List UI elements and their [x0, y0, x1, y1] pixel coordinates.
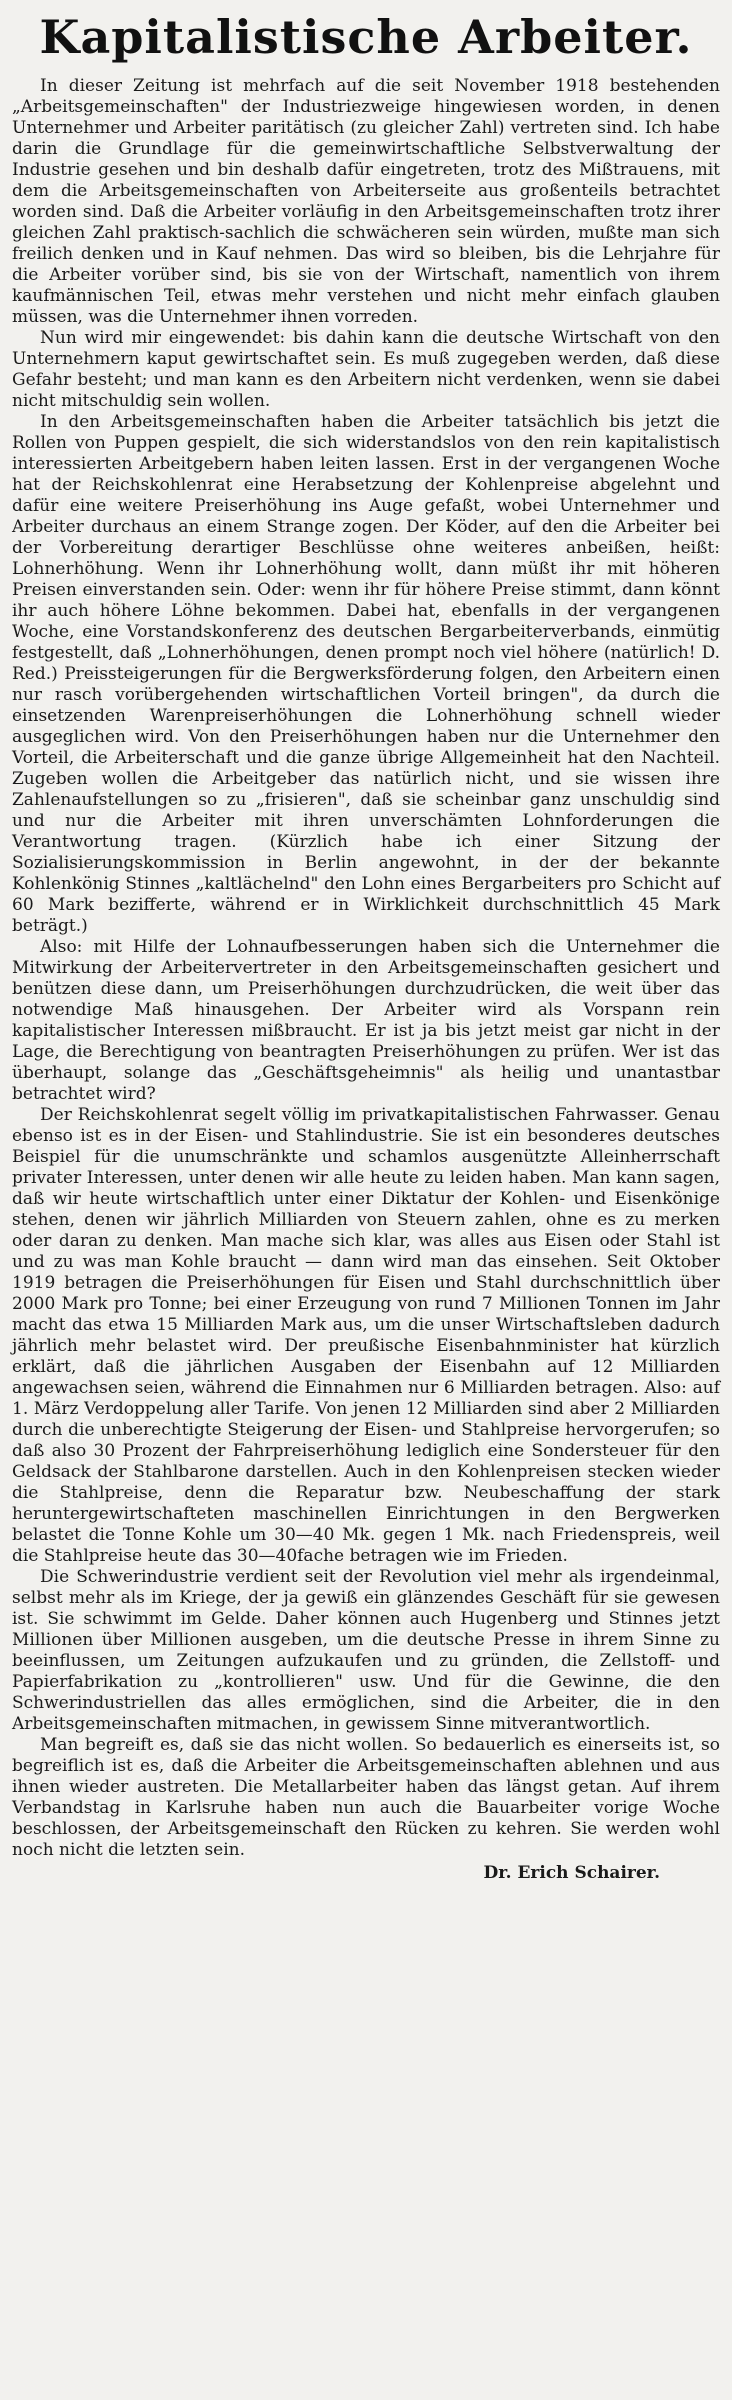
article-paragraph: Nun wird mir eingewendet: bis dahin kann die deutsche Wirtschaft von den Unternehmern kaput gewirtschaftet sein. Es muß zugegeben werden, daß diese Gefahr besteht; und man kann es den Arbeitern nicht verdenken, wenn sie dabei nicht mitschuldig sein wollen.	[12, 328, 720, 411]
author-signature: Dr. Erich Schairer.	[483, 1863, 660, 1883]
article-body	[12, 76, 720, 1861]
article-paragraph: Man begreift es, daß sie das nicht wollen. So bedauerlich es einerseits ist, so begreiflich ist es, daß die Arbeiter die Arbeitsgemeinschaften ablehnen und aus ihnen wieder austreten. Die Metallarbeiter haben das längst getan. Auf ihrem Verbandstag in Karlsruhe haben nun auch die Bauarbeiter vorige Woche beschlossen, der Arbeitsgemeinschaft den Rücken zu kehren. Sie werden wohl noch nicht die letzten sein.	[12, 1735, 720, 1860]
article-paragraph: In dieser Zeitung ist mehrfach auf die seit November 1918 bestehenden „Arbeitsgemeinschaften" der Industriezweige hingewiesen worden, in denen Unternehmer und Arbeiter paritätisch (zu gleicher Zahl) vertreten sind. Ich habe darin die Grundlage für die gemeinwirtschaftliche Selbstverwaltung der Industrie gesehen und bin deshalb dafür eingetreten, trotz des Mißtrauens, mit dem die Arbeitsgemeinschaften von Arbeiterseite aus großenteils betrachtet worden sind. Daß die Arbeiter vorläufig in den Arbeitsgemeinschaften trotz ihrer gleichen Zahl praktisch-sachlich die schwächeren sein würden, mußte man sich freilich denken und in Kauf nehmen. Das wird so bleiben, bis die Lehrjahre für die Arbeiter vorüber sind, bis sie von der Wirtschaft, namentlich von ihrem kaufmännischen Teil, etwas mehr verstehen und nicht mehr einfach glauben müssen, was die Unternehmer ihnen vorreden.	[12, 76, 720, 327]
article-paragraph: In den Arbeitsgemeinschaften haben die Arbeiter tatsächlich bis jetzt die Rollen von Puppen gespielt, die sich widerstandslos von den rein kapitalistisch interessierten Arbeitgebern haben leiten lassen. Erst in der vergangenen Woche hat der Reichskohlenrat eine Herabsetzung der Kohlenpreise abgelehnt und dafür eine weitere Preiserhöhung ins Auge gefaßt, wobei Unternehmer und Arbeiter durchaus an einem Strange zogen. Der Köder, auf den die Arbeiter bei der Vorbereitung derartiger Beschlüsse ohne weiteres anbeißen, heißt: Lohnerhöhung. Wenn ihr Lohnerhöhung wollt, dann müßt ihr mit höheren Preisen einverstanden sein. Oder: wenn ihr für höhere Preise stimmt, dann könnt ihr auch höhere Löhne bekommen. Dabei hat, ebenfalls in der vergangenen Woche, eine Vorstandskonferenz des deutschen Bergarbeiterverbands, einmütig festgestellt, daß „Lohnerhöhungen, denen prompt noch viel höhere (natürlich! D. Red.) Preissteigerungen für die Bergwerksförderung folgen, den Arbeitern einen nur rasch vorübergehenden wirtschaftlichen Vorteil bringen", da durch die einsetzenden Warenpreiserhöhungen die Lohnerhöhung schnell wieder ausgeglichen wird. Von den Preiserhöhungen haben nur die Unternehmer den Vorteil, die Arbeiterschaft und die ganze übrige Allgemeinheit hat den Nachteil. Zugeben wollen die Arbeitgeber das natürlich nicht, und sie wissen ihre Zahlenaufstellungen so zu „frisieren", daß sie scheinbar ganz unschuldig sind und nur die Arbeiter mit ihren unverschämten Lohnforderungen die Verantwortung tragen. (Kürzlich habe ich einer Sitzung der Sozialisierungskommission in Berlin angewohnt, in der der bekannte Kohlenkönig Stinnes „kaltlächelnd" den Lohn eines Bergarbeiters pro Schicht auf 60 Mark bezifferte, während er in Wirklichkeit durchschnittlich 45 Mark beträgt.)	[12, 412, 720, 936]
article-title: Kapitalistische Arbeiter.	[39, 10, 693, 64]
article-paragraph: Der Reichskohlenrat segelt völlig im privatkapitalistischen Fahrwasser. Genau ebenso ist es in der Eisen- und Stahlindustrie. Sie ist ein besonderes deutsches Beispiel für die unumschränkte und schamlos ausgenützte Alleinherrschaft privater Interessen, unter denen wir alle heute zu leiden haben. Man kann sagen, daß wir heute wirtschaftlich unter einer Diktatur der Kohlen- und Eisenkönige stehen, denen wir jährlich Milliarden von Steuern zahlen, ohne es zu merken oder daran zu denken. Man mache sich klar, was alles aus Eisen oder Stahl ist und zu was man Kohle braucht — dann wird man das einsehen. Seit Oktober 1919 betragen die Preiserhöhungen für Eisen und Stahl durchschnittlich über 2000 Mark pro Tonne; bei einer Erzeugung von rund 7 Millionen Tonnen im Jahr macht das etwa 15 Milliarden Mark aus, um die unser Wirtschaftsleben dadurch jährlich mehr belastet wird. Der preußische Eisenbahnminister hat kürzlich erklärt, daß die jährlichen Ausgaben der Eisenbahn auf 12 Milliarden angewachsen seien, während die Einnahmen nur 6 Milliarden betragen. Also: auf 1. März Verdoppelung aller Tarife. Von jenen 12 Milliarden sind aber 2 Milliarden durch die unberechtigte Steigerung der Eisen- und Stahlpreise hervorgerufen; so daß also 30 Prozent der Fahrpreiserhöhung lediglich eine Sondersteuer für den Geldsack der Stahlbarone darstellen. Auch in den Kohlenpreisen stecken wieder die Stahlpreise, denn die Reparatur bzw. Neubeschaffung der stark heruntergewirtschafteten maschinellen Einrichtungen in den Bergwerken belastet die Tonne Kohle um 30—40 Mk. gegen 1 Mk. nach Friedenspreis, weil die Stahlpreise heute das 30—40fache betragen wie im Frieden.	[12, 1105, 720, 1566]
article-paragraph: Also: mit Hilfe der Lohnaufbesserungen haben sich die Unternehmer die Mitwirkung der Arbeitervertreter in den Arbeitsgemeinschaften gesichert und benützen diese dann, um Preiserhöhungen durchzudrücken, die weit über das notwendige Maß hinausgehen. Der Arbeiter wird als Vorspann rein kapitalistischer Interessen mißbraucht. Er ist ja bis jetzt meist gar nicht in der Lage, die Berechtigung von beantragten Preiserhöhungen zu prüfen. Wer ist das überhaupt, solange das „Geschäftsgeheimnis" als heilig und unantastbar betrachtet wird?	[12, 937, 720, 1104]
article-paragraph: Die Schwerindustrie verdient seit der Revolution viel mehr als irgendeinmal, selbst mehr als im Kriege, der ja gewiß ein glänzendes Geschäft für sie gewesen ist. Sie schwimmt im Gelde. Daher können auch Hugenberg und Stinnes jetzt Millionen über Millionen ausgeben, um die deutsche Presse in ihrem Sinne zu beeinflussen, um Zeitungen aufzukaufen und zu gründen, die Zellstoff- und Papierfabrikation zu „kontrollieren" usw. Und für die Gewinne, die den Schwerindustriellen das alles ermöglichen, sind die Arbeiter, die in den Arbeitsgemeinschaften mitmachen, in gewissem Sinne mitverantwortlich.	[12, 1567, 720, 1734]
